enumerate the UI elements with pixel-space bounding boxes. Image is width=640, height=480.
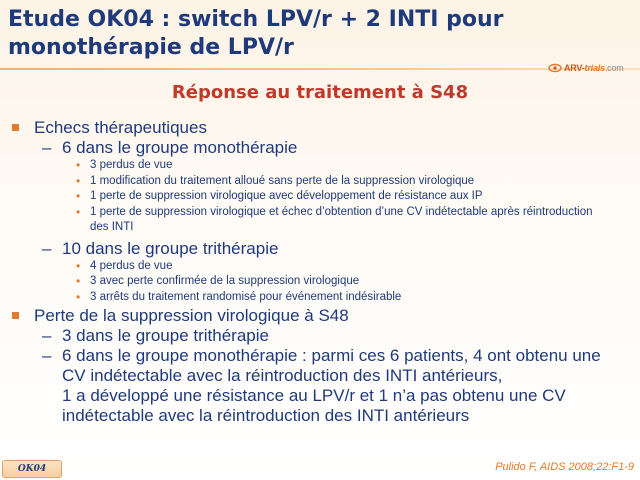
- dot-bullet: •: [76, 258, 81, 273]
- dot-bullet: •: [76, 204, 81, 219]
- dot-bullet: •: [76, 274, 81, 288]
- slide-title: Etude OK04 : switch LPV/r + 2 INTI pour monothérapie de LPV/r: [8, 7, 504, 60]
- logo-text: ARV-trials.com: [564, 63, 624, 73]
- detail-item: • 3 arrêts du traitement randomisé pour événement indésirable: [76, 289, 402, 304]
- sub-bullet-tritherapy-loss: – 3 dans le groupe trithérapie: [42, 326, 269, 345]
- dot-bullet: •: [76, 158, 81, 172]
- monotherapy-loss-line1: 6 dans le groupe monothérapie : parmi ces 6 patients, 4 ont obtenu une CV indétectable avec la réintroduction des INTI antérieurs,: [62, 346, 601, 385]
- monotherapy-loss-line2: 1 a développé une résistance au LPV/r et 1 n’a pas obtenu une CV indétectable avec la réintroduction des INTI antérieurs: [62, 386, 566, 425]
- detail-item: • 1 perte de suppression virologique avec développement de résistance aux IP: [76, 189, 483, 203]
- slide-content: [0, 118, 640, 426]
- dash-bullet: –: [42, 326, 52, 345]
- detail-item: • 3 avec perte confirmée de la suppression virologique: [76, 274, 360, 288]
- detail-item: • 3 perdus de vue: [76, 158, 173, 172]
- reference-citation: Pulido F, AIDS 2008;22:F1-9: [495, 461, 634, 473]
- sub-bullet-monotherapy-group: – 6 dans le groupe monothérapie: [42, 138, 298, 157]
- detail-item: • 1 perte de suppression virologique et échec d’obtention d’une CV indétectable après réintroduction des INTI: [76, 204, 593, 233]
- bullet-virologic-loss: Perte de la suppression virologique à S48: [0, 306, 640, 326]
- square-bullet-icon: [12, 124, 19, 131]
- dash-bullet: –: [42, 346, 52, 365]
- dash-bullet: –: [42, 138, 52, 157]
- slide-subtitle: Réponse au traitement à S48: [171, 82, 469, 103]
- detail-item: • 4 perdus de vue: [76, 258, 173, 273]
- bullet-therapeutic-failures: Echecs thérapeutiques: [0, 118, 640, 138]
- detail-item: • 1 modification du traitement alloué sans perte de la suppression virologique: [76, 173, 475, 188]
- study-badge: OK04: [2, 460, 62, 478]
- title-divider: [0, 68, 640, 70]
- dot-bullet: •: [76, 173, 81, 188]
- dash-bullet: –: [42, 238, 52, 258]
- sub-bullet-monotherapy-loss: [0, 346, 602, 426]
- sub-bullet-tritherapy-group: – 10 dans le groupe trithérapie: [42, 238, 279, 258]
- arv-trials-logo: [548, 61, 624, 75]
- dot-bullet: •: [76, 289, 81, 304]
- square-bullet-icon: [12, 312, 19, 319]
- logo-swoosh-icon: [548, 63, 562, 73]
- dot-bullet: •: [76, 189, 81, 203]
